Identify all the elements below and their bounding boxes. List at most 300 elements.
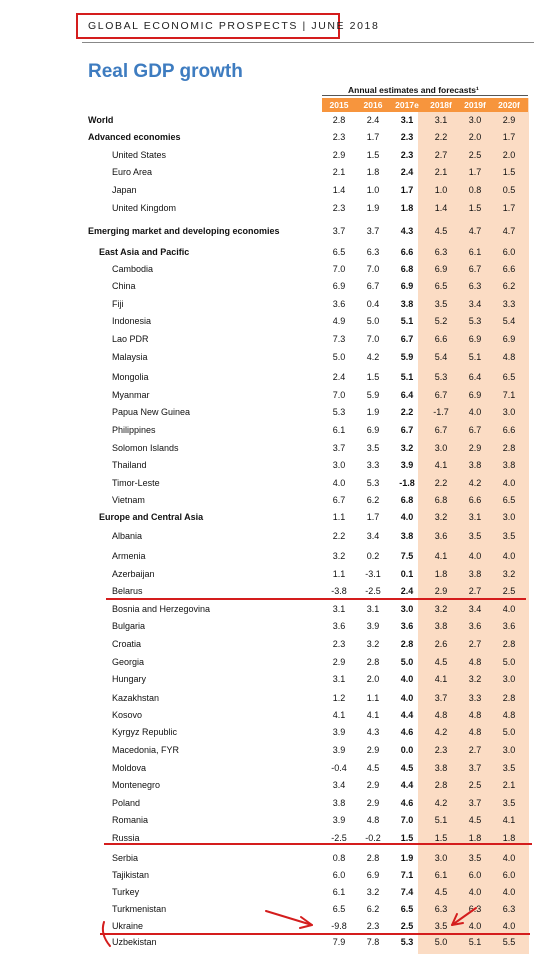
cell-2020f: 1.5 <box>502 167 516 177</box>
row-label: Turkey <box>112 887 140 897</box>
cell-2019f: 1.5 <box>468 203 482 213</box>
row-label: Myanmar <box>112 390 150 400</box>
cell-2019f: 2.5 <box>468 780 482 790</box>
cell-2015: 5.0 <box>332 352 346 362</box>
cell-2019f: 2.7 <box>468 639 482 649</box>
cell-2017e: 2.5 <box>400 921 414 931</box>
cell-2017e: 1.9 <box>400 853 414 863</box>
cell-2017e: 4.3 <box>400 226 414 236</box>
cell-2018f: 4.5 <box>434 887 448 897</box>
cell-2016: 7.8 <box>366 937 380 947</box>
cell-2018f: 1.4 <box>434 203 448 213</box>
cell-2015: 3.4 <box>332 780 346 790</box>
row-label: Thailand <box>112 460 147 470</box>
cell-2020f: 3.0 <box>502 407 516 417</box>
cell-2016: 1.9 <box>366 407 380 417</box>
cell-2015: 3.6 <box>332 621 346 631</box>
cell-2015: 2.1 <box>332 167 346 177</box>
cell-2016: 7.0 <box>366 264 380 274</box>
cell-2015: 6.5 <box>332 904 346 914</box>
cell-2018f: 4.2 <box>434 727 448 737</box>
cell-2019f: 2.7 <box>468 745 482 755</box>
cell-2017e: 4.6 <box>400 727 414 737</box>
cell-2015: 3.6 <box>332 299 346 309</box>
cell-2016: 3.4 <box>366 531 380 541</box>
cell-2019f: 4.5 <box>468 815 482 825</box>
row-label: Malaysia <box>112 352 148 362</box>
row-label: Ukraine <box>112 921 144 931</box>
cell-2016: 2.0 <box>366 674 380 684</box>
row-label: Moldova <box>112 763 147 773</box>
cell-2017e: 1.7 <box>400 185 414 195</box>
cell-2015: 6.0 <box>332 870 346 880</box>
cell-2017e: 5.0 <box>400 657 414 667</box>
cell-2016: 1.0 <box>366 185 380 195</box>
cell-2015: 2.2 <box>332 531 346 541</box>
cell-2019f: 2.0 <box>468 132 482 142</box>
cell-2020f: 2.1 <box>502 780 516 790</box>
cell-2020f: 3.3 <box>502 299 516 309</box>
cell-2018f: 3.8 <box>434 763 448 773</box>
cell-2017e: 6.7 <box>400 334 414 344</box>
cell-2016: 4.8 <box>366 815 380 825</box>
cell-2020f: 3.0 <box>502 674 516 684</box>
page-title: Real GDP growth <box>88 61 243 82</box>
cell-2015: 3.0 <box>332 460 346 470</box>
cell-2016: 4.1 <box>366 710 380 720</box>
cell-2019f: 4.0 <box>468 551 482 561</box>
cell-2019f: 2.7 <box>468 586 482 596</box>
cell-2020f: 6.3 <box>502 904 516 914</box>
row-label: Timor-Leste <box>112 478 160 488</box>
cell-2018f: 6.3 <box>434 904 448 914</box>
year-header-2018f: 2018f <box>430 100 452 110</box>
cell-2015: 4.1 <box>332 710 346 720</box>
cell-2015: 1.4 <box>332 185 346 195</box>
row-label: Japan <box>112 185 137 195</box>
cell-2017e: 1.5 <box>400 833 414 843</box>
cell-2016: 2.4 <box>366 115 380 125</box>
row-label: Cambodia <box>112 264 154 274</box>
cell-2018f: 6.7 <box>434 425 448 435</box>
cell-2015: 2.9 <box>332 657 346 667</box>
cell-2020f: 6.5 <box>502 372 516 382</box>
cell-2016: 1.5 <box>366 372 380 382</box>
cell-2019f: 4.8 <box>468 727 482 737</box>
cell-2015: -2.5 <box>331 833 347 843</box>
cell-2016: 3.1 <box>366 604 380 614</box>
cell-2018f: 5.4 <box>434 352 448 362</box>
cell-2018f: 3.5 <box>434 921 448 931</box>
cell-2019f: 6.7 <box>468 264 482 274</box>
row-label: Belarus <box>112 586 143 596</box>
cell-2015: 1.2 <box>332 693 346 703</box>
cell-2018f: 6.8 <box>434 495 448 505</box>
cell-2018f: 3.0 <box>434 443 448 453</box>
cell-2017e: 2.4 <box>400 167 414 177</box>
cell-2020f: 6.6 <box>502 264 516 274</box>
cell-2016: 4.5 <box>366 763 380 773</box>
cell-2020f: 2.8 <box>502 693 516 703</box>
cell-2016: 6.9 <box>366 870 380 880</box>
cell-2019f: 3.4 <box>468 299 482 309</box>
cell-2017e: 3.6 <box>400 621 414 631</box>
cell-2015: 3.8 <box>332 798 346 808</box>
cell-2019f: 6.3 <box>468 281 482 291</box>
row-label: Croatia <box>112 639 142 649</box>
cell-2019f: 4.0 <box>468 887 482 897</box>
row-label: Euro Area <box>112 167 153 177</box>
cell-2016: 2.9 <box>366 745 380 755</box>
cell-2015: 6.9 <box>332 281 346 291</box>
cell-2019f: 4.0 <box>468 921 482 931</box>
cell-2018f: 2.2 <box>434 478 448 488</box>
cell-2018f: 2.3 <box>434 745 448 755</box>
cell-2016: 3.5 <box>366 443 380 453</box>
cell-2018f: 6.3 <box>434 247 448 257</box>
cell-2015: 3.9 <box>332 727 346 737</box>
cell-2020f: 7.1 <box>502 390 516 400</box>
cell-2016: -0.2 <box>365 833 381 843</box>
cell-2017e: 5.3 <box>400 937 414 947</box>
cell-2016: 3.2 <box>366 887 380 897</box>
cell-2016: 1.5 <box>366 150 380 160</box>
row-label: China <box>112 281 136 291</box>
cell-2017e: 5.1 <box>400 316 414 326</box>
cell-2020f: 3.0 <box>502 512 516 522</box>
cell-2019f: 3.5 <box>468 531 482 541</box>
cell-2015: 7.3 <box>332 334 346 344</box>
cell-2018f: 4.8 <box>434 710 448 720</box>
cell-2016: -2.5 <box>365 586 381 596</box>
cell-2016: 2.8 <box>366 853 380 863</box>
cell-2018f: 4.2 <box>434 798 448 808</box>
cell-2019f: 1.7 <box>468 167 482 177</box>
cell-2016: 5.0 <box>366 316 380 326</box>
cell-2016: 3.2 <box>366 639 380 649</box>
cell-2017e: 6.5 <box>400 904 414 914</box>
cell-2019f: 3.2 <box>468 674 482 684</box>
cell-2015: 6.5 <box>332 247 346 257</box>
cell-2020f: 4.8 <box>502 710 516 720</box>
cell-2019f: 3.8 <box>468 569 482 579</box>
row-label: Papua New Guinea <box>112 407 191 417</box>
cell-2018f: 4.1 <box>434 460 448 470</box>
cell-2020f: 6.5 <box>502 495 516 505</box>
cell-2019f: 2.9 <box>468 443 482 453</box>
cell-2015: -9.8 <box>331 921 347 931</box>
row-label: Serbia <box>112 853 139 863</box>
cell-2018f: 2.2 <box>434 132 448 142</box>
cell-2020f: 4.0 <box>502 604 516 614</box>
cell-2015: 2.4 <box>332 372 346 382</box>
cell-2019f: 4.8 <box>468 710 482 720</box>
cell-2018f: 2.7 <box>434 150 448 160</box>
row-label: Georgia <box>112 657 145 667</box>
cell-2016: 1.9 <box>366 203 380 213</box>
cell-2017e: 3.1 <box>400 115 414 125</box>
cell-2020f: 5.0 <box>502 657 516 667</box>
row-label: Solomon Islands <box>112 443 179 453</box>
cell-2015: 2.3 <box>332 203 346 213</box>
cell-2020f: 3.8 <box>502 460 516 470</box>
row-label: Kyrgyz Republic <box>112 727 178 737</box>
row-label: Vietnam <box>112 495 145 505</box>
cell-2019f: 6.9 <box>468 334 482 344</box>
year-header-2016: 2016 <box>363 100 383 110</box>
cell-2015: 6.1 <box>332 887 346 897</box>
cell-2020f: 1.7 <box>502 132 516 142</box>
cell-2018f: 3.7 <box>434 693 448 703</box>
row-label: Lao PDR <box>112 334 149 344</box>
arrow-to-ukraine-2015 <box>266 911 312 925</box>
cell-2018f: 5.0 <box>434 937 448 947</box>
row-label: Montenegro <box>112 780 161 790</box>
cell-2020f: 3.2 <box>502 569 516 579</box>
cell-2019f: 5.1 <box>468 352 482 362</box>
cell-2017e: 3.9 <box>400 460 414 470</box>
cell-2015: 4.0 <box>332 478 346 488</box>
row-label: Bosnia and Herzegovina <box>112 604 211 614</box>
cell-2019f: 3.5 <box>468 853 482 863</box>
cell-2016: 3.7 <box>366 226 380 236</box>
year-header-2015: 2015 <box>329 100 349 110</box>
cell-2016: 2.3 <box>366 921 380 931</box>
cell-2019f: 6.3 <box>468 904 482 914</box>
cell-2019f: 5.3 <box>468 316 482 326</box>
cell-2018f: 1.8 <box>434 569 448 579</box>
row-label: Macedonia, FYR <box>112 745 180 755</box>
row-label: United Kingdom <box>112 203 177 213</box>
cell-2015: 3.7 <box>332 226 346 236</box>
cell-2018f: 6.6 <box>434 334 448 344</box>
cell-2016: 4.2 <box>366 352 380 362</box>
row-label: Advanced economies <box>88 132 181 142</box>
cell-2016: 5.9 <box>366 390 380 400</box>
cell-2019f: 3.6 <box>468 621 482 631</box>
cell-2020f: 2.5 <box>502 586 516 596</box>
row-label: Russia <box>112 833 140 843</box>
cell-2020f: 3.5 <box>502 531 516 541</box>
cell-2020f: 4.0 <box>502 853 516 863</box>
cell-2019f: 3.7 <box>468 763 482 773</box>
cell-2020f: 0.5 <box>502 185 516 195</box>
cell-2017e: 6.9 <box>400 281 414 291</box>
cell-2018f: 6.5 <box>434 281 448 291</box>
cell-2018f: -1.7 <box>433 407 449 417</box>
cell-2020f: 1.7 <box>502 203 516 213</box>
cell-2020f: 6.9 <box>502 334 516 344</box>
cell-2017e: 2.3 <box>400 150 414 160</box>
cell-2018f: 3.2 <box>434 512 448 522</box>
cell-2020f: 3.0 <box>502 745 516 755</box>
cell-2017e: 0.1 <box>400 569 414 579</box>
cell-2015: 1.1 <box>332 569 346 579</box>
cell-2019f: 1.8 <box>468 833 482 843</box>
row-label: Kazakhstan <box>112 693 160 703</box>
cell-2020f: 6.6 <box>502 425 516 435</box>
cell-2016: 0.2 <box>366 551 380 561</box>
cell-2018f: 4.5 <box>434 226 448 236</box>
cell-2016: 1.7 <box>366 132 380 142</box>
row-label: East Asia and Pacific <box>99 247 190 257</box>
cell-2019f: 6.7 <box>468 425 482 435</box>
cell-2015: 2.3 <box>332 132 346 142</box>
row-label: United States <box>112 150 167 160</box>
cell-2019f: 3.7 <box>468 798 482 808</box>
cell-2019f: 5.1 <box>468 937 482 947</box>
year-header-2019f: 2019f <box>464 100 486 110</box>
ukraine-bracket-mark <box>103 922 110 946</box>
cell-2020f: 2.8 <box>502 639 516 649</box>
cell-2017e: 3.0 <box>400 604 414 614</box>
cell-2017e: 7.1 <box>400 870 414 880</box>
cell-2018f: 3.5 <box>434 299 448 309</box>
cell-2020f: 2.9 <box>502 115 516 125</box>
row-label: Mongolia <box>112 372 149 382</box>
row-label: Romania <box>112 815 149 825</box>
cell-2019f: 4.7 <box>468 226 482 236</box>
cell-2019f: 3.3 <box>468 693 482 703</box>
cell-2017e: 2.3 <box>400 132 414 142</box>
cell-2020f: 4.0 <box>502 921 516 931</box>
cell-2015: 3.7 <box>332 443 346 453</box>
cell-2020f: 5.5 <box>502 937 516 947</box>
cell-2016: 6.2 <box>366 495 380 505</box>
cell-2020f: 4.8 <box>502 352 516 362</box>
cell-2018f: 2.1 <box>434 167 448 177</box>
cell-2015: 0.8 <box>332 853 346 863</box>
cell-2015: 2.8 <box>332 115 346 125</box>
cell-2019f: 4.0 <box>468 407 482 417</box>
cell-2015: 2.9 <box>332 150 346 160</box>
cell-2020f: 5.0 <box>502 727 516 737</box>
cell-2017e: 2.4 <box>400 586 414 596</box>
cell-2016: 3.3 <box>366 460 380 470</box>
cell-2015: -3.8 <box>331 586 347 596</box>
cell-2016: 2.9 <box>366 780 380 790</box>
cell-2017e: 7.5 <box>400 551 414 561</box>
cell-2018f: 4.1 <box>434 551 448 561</box>
cell-2016: 5.3 <box>366 478 380 488</box>
cell-2016: 6.7 <box>366 281 380 291</box>
cell-2017e: 3.2 <box>400 443 414 453</box>
cell-2020f: 3.5 <box>502 798 516 808</box>
cell-2020f: 5.4 <box>502 316 516 326</box>
cell-2015: 6.7 <box>332 495 346 505</box>
cell-2018f: 6.9 <box>434 264 448 274</box>
cell-2018f: 1.0 <box>434 185 448 195</box>
cell-2019f: 4.2 <box>468 478 482 488</box>
cell-2018f: 3.6 <box>434 531 448 541</box>
cell-2016: 4.3 <box>366 727 380 737</box>
cell-2017e: 2.8 <box>400 639 414 649</box>
report-header-text: GLOBAL ECONOMIC PROSPECTS | JUNE 2018 <box>88 20 380 32</box>
cell-2016: 0.4 <box>366 299 380 309</box>
cell-2017e: 4.0 <box>400 512 414 522</box>
cell-2015: 3.1 <box>332 604 346 614</box>
row-label: World <box>88 115 114 125</box>
cell-2016: 1.8 <box>366 167 380 177</box>
cell-2019f: 4.8 <box>468 657 482 667</box>
cell-2018f: 2.8 <box>434 780 448 790</box>
cell-2018f: 4.5 <box>434 657 448 667</box>
cell-2018f: 3.8 <box>434 621 448 631</box>
cell-2019f: 6.6 <box>468 495 482 505</box>
cell-2016: 6.9 <box>366 425 380 435</box>
row-label: Tajikistan <box>112 870 150 880</box>
row-label: Poland <box>112 798 141 808</box>
table-subtitle: Annual estimates and forecasts¹ <box>348 85 479 95</box>
cell-2018f: 6.7 <box>434 390 448 400</box>
year-header-2020f: 2020f <box>498 100 520 110</box>
cell-2018f: 5.3 <box>434 372 448 382</box>
cell-2020f: 3.6 <box>502 621 516 631</box>
cell-2017e: 3.8 <box>400 531 414 541</box>
cell-2015: 3.9 <box>332 745 346 755</box>
cell-2016: 6.2 <box>366 904 380 914</box>
cell-2015: 5.3 <box>332 407 346 417</box>
cell-2015: 1.1 <box>332 512 346 522</box>
cell-2015: 7.9 <box>332 937 346 947</box>
cell-2018f: 5.1 <box>434 815 448 825</box>
cell-2015: -0.4 <box>331 763 347 773</box>
cell-2019f: 3.0 <box>468 115 482 125</box>
cell-2018f: 3.0 <box>434 853 448 863</box>
row-label: Uzbekistan <box>112 937 157 947</box>
row-label: Armenia <box>112 551 146 561</box>
cell-2020f: 2.8 <box>502 443 516 453</box>
cell-2015: 2.3 <box>332 639 346 649</box>
cell-2018f: 5.2 <box>434 316 448 326</box>
cell-2017e: 6.8 <box>400 495 414 505</box>
cell-2020f: 1.8 <box>502 833 516 843</box>
cell-2017e: 4.6 <box>400 798 414 808</box>
row-label: Kosovo <box>112 710 143 720</box>
cell-2015: 7.0 <box>332 390 346 400</box>
cell-2020f: 4.0 <box>502 478 516 488</box>
cell-2018f: 2.9 <box>434 586 448 596</box>
cell-2016: 3.9 <box>366 621 380 631</box>
cell-2018f: 6.1 <box>434 870 448 880</box>
cell-2017e: 4.4 <box>400 710 414 720</box>
cell-2020f: 3.5 <box>502 763 516 773</box>
cell-2017e: 6.4 <box>400 390 414 400</box>
cell-2019f: 3.4 <box>468 604 482 614</box>
cell-2015: 3.1 <box>332 674 346 684</box>
cell-2017e: 4.0 <box>400 693 414 703</box>
cell-2015: 7.0 <box>332 264 346 274</box>
row-label: Hungary <box>112 674 147 684</box>
row-label: Turkmenistan <box>112 904 167 914</box>
cell-2016: 7.0 <box>366 334 380 344</box>
cell-2016: -3.1 <box>365 569 381 579</box>
cell-2017e: 3.8 <box>400 299 414 309</box>
cell-2017e: 5.9 <box>400 352 414 362</box>
cell-2017e: 6.6 <box>400 247 414 257</box>
cell-2020f: 6.0 <box>502 247 516 257</box>
cell-2016: 2.8 <box>366 657 380 667</box>
cell-2016: 1.1 <box>366 693 380 703</box>
row-label: Albania <box>112 531 143 541</box>
cell-2019f: 2.5 <box>468 150 482 160</box>
cell-2020f: 4.7 <box>502 226 516 236</box>
cell-2015: 3.2 <box>332 551 346 561</box>
cell-2019f: 6.0 <box>468 870 482 880</box>
cell-2017e: 4.4 <box>400 780 414 790</box>
cell-2018f: 1.5 <box>434 833 448 843</box>
cell-2020f: 6.0 <box>502 870 516 880</box>
